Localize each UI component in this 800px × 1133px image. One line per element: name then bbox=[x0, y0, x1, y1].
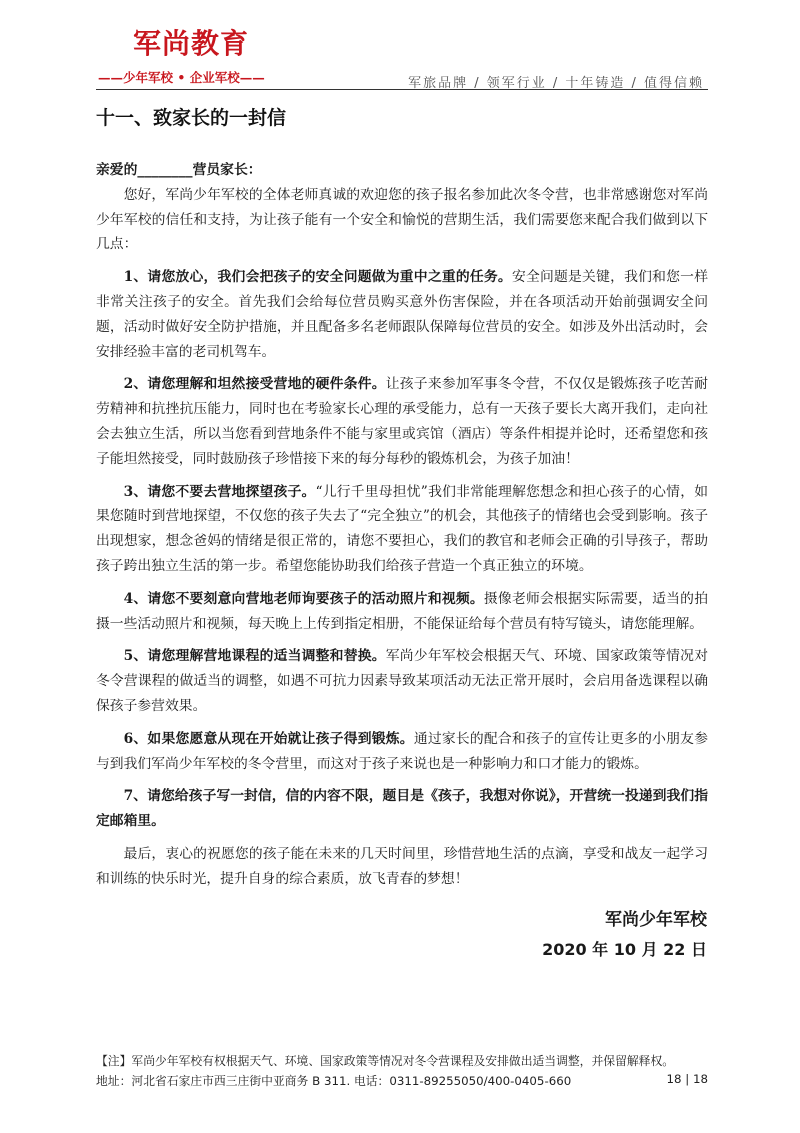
section-title: 十一、致家长的一封信 bbox=[96, 107, 287, 129]
item-lead: 7、请您给孩子写一封信，信的内容不限，题目是《孩子，我想对你说》，开营统一投递到我们指定邮箱里。 bbox=[96, 788, 708, 830]
signature-org: 军尚少年军校 bbox=[605, 910, 707, 930]
item-lead: 2、请您理解和坦然接受营地的硬件条件。 bbox=[123, 376, 386, 393]
header-divider bbox=[96, 89, 708, 90]
letter-item-6 bbox=[96, 727, 708, 777]
footer-note: 【注】军尚少年军校有权根据天气、环境、国家政策等情况对冬令营课程及安排做出适当调整，并保留解释权。 bbox=[96, 1054, 675, 1068]
letter-item-4 bbox=[96, 587, 708, 637]
letter-item-3 bbox=[96, 480, 708, 579]
item-text: “儿行千里母担忧”我们非常能理解您想念和担心孩子的心情，如果您随时到营地探望，不仅您的孩子失去了“完全独立”的机会，其他孩子的情绪也会受到影响。孩子出现想家，想念爸妈的情绪是很正常的，请您不要担心，我们的教官和老师会正确的引导孩子，帮助孩子跨出独立生活的第一步。希望您能协助我们给孩子营造一个真正独立的环境。 bbox=[96, 483, 708, 574]
letter-body bbox=[96, 158, 708, 892]
item-lead: 4、请您不要刻意向营地老师询要孩子的活动照片和视频。 bbox=[123, 590, 484, 607]
item-lead: 5、请您理解营地课程的适当调整和替换。 bbox=[123, 648, 386, 665]
brand-logo: 军尚教育 bbox=[133, 27, 250, 60]
item-text: 通过家长的配合和孩子的宣传让更多的小朋友参与到我们军尚少年军校的冬令营里，而这对于孩子来说也是一种影响力和口才能力的锻炼。 bbox=[96, 730, 708, 772]
page-number: 18 | 18 bbox=[666, 1072, 708, 1086]
letter-item-7 bbox=[96, 784, 708, 834]
page-footer bbox=[96, 1052, 708, 1090]
item-text: 让孩子来参加军事冬令营，不仅仅是锻炼孩子吃苦耐劳精神和抗挫抗压能力，同时也在考验家长心理的承受能力，总有一天孩子要长大离开我们，走向社会去独立生活，所以当您看到营地条件不能与家里或宾馆（酒店）等条件相提并论时，还希望您和孩子能坦然接受，同时鼓励孩子珍惜接下来的每分每秒的锻炼机会，为孩子加油！ bbox=[96, 376, 708, 467]
item-text: 摄像老师会根据实际需要，适当的拍摄一些活动照片和视频，每天晚上上传到指定相册，不能保证给每个营员有特写镜头，请您能理解。 bbox=[96, 590, 708, 632]
page-header bbox=[0, 0, 800, 95]
letter-item-2 bbox=[96, 372, 708, 471]
item-lead: 6、如果您愿意从现在开始就让孩子得到锻炼。 bbox=[123, 730, 414, 747]
item-lead: 1、请您放心，我们会把孩子的安全问题做为重中之重的任务。 bbox=[123, 269, 512, 286]
letter-item-5 bbox=[96, 644, 708, 718]
item-text: 安全问题是关键，我们和您一样非常关注孩子的安全。首先我们会给每位营员购买意外伤害保险，并在各项活动开始前强调安全问题，活动时做好安全防护措施，并且配备多名老师跟队保障每位营员的安全。如涉及外出活动时，会安排经验丰富的老司机驾车。 bbox=[96, 269, 709, 360]
item-lead: 3、请您不要去营地探望孩子。 bbox=[123, 483, 316, 500]
letter-item-1 bbox=[96, 265, 708, 364]
letter-intro: 您好，军尚少年军校的全体老师真诚的欢迎您的孩子报名参加此次冬令营，也非常感谢您对军尚少年军校的信任和支持，为让孩子能有一个安全和愉悦的营期生活，我们需要您来配合我们做到以下几点： bbox=[96, 186, 708, 253]
signature-date: 2020 年 10 月 22 日 bbox=[542, 940, 707, 959]
item-text: 军尚少年军校会根据天气、环境、国家政策等情况对冬令营课程的做适当的调整，如遇不可抗力因素导致某项活动无法正常开展时，会启用备选课程以确保孩子参营效果。 bbox=[96, 648, 708, 714]
letter-closing: 最后，衷心的祝愿您的孩子能在未来的几天时间里，珍惜营地生活的点滴，享受和战友一起学习和训练的快乐时光，提升自身的综合素质，放飞青春的梦想！ bbox=[96, 845, 708, 887]
brand-subtitle: ——少年军校 • 企业军校—— bbox=[98, 70, 265, 85]
footer-address: 地址：河北省石家庄市西三庄街中亚商务 B 311. 电话：0311-89255050/400-0405-660 bbox=[96, 1074, 572, 1088]
letter-greeting: 亲爱的________营员家长： bbox=[96, 162, 262, 178]
footer-address-row bbox=[96, 1072, 708, 1090]
header-slogan: 军旅品牌 / 领军行业 / 十年铸造 / 值得信赖 bbox=[408, 76, 704, 91]
